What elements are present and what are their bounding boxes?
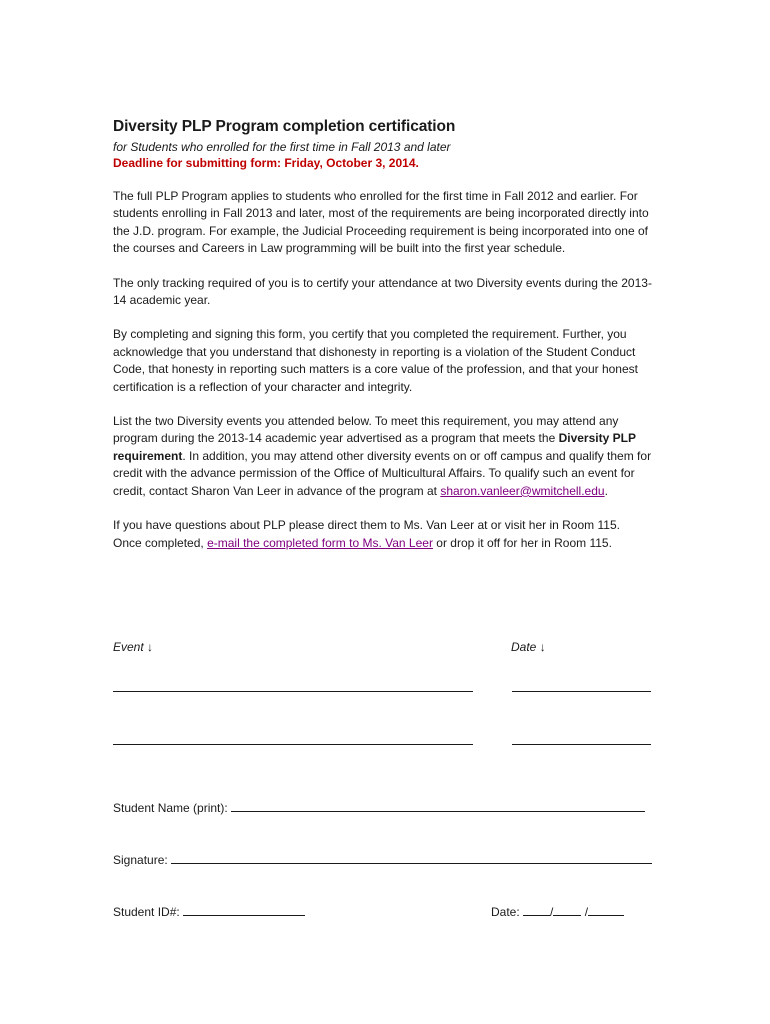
paragraph-questions — [113, 517, 658, 552]
paragraph-program-scope: The full PLP Program applies to students who enrolled for the first time in Fall 2012 and earlier. For students enrolling in Fall 2013 and later, most of the requirements are being incorporated directly into the J.D. program. For example, the Judicial Proceeding requirement is being incorporated into one of the courses and Careers in Law programming will be built into the first year schedule. — [113, 189, 649, 256]
date-label: Date: — [491, 905, 520, 919]
deadline-notice: Deadline for submitting form: Friday, October 3, 2014. — [113, 156, 419, 170]
student-name-label: Student Name (print): — [113, 801, 228, 815]
student-id-label: Student ID#: — [113, 905, 180, 919]
paragraph-event-instructions-end: . — [604, 483, 608, 498]
student-id-field[interactable] — [183, 903, 305, 916]
submit-instructions-pre: Once completed, — [113, 535, 208, 550]
arrow-down-icon: ↓ — [147, 640, 154, 654]
paragraph-event-instructions-text-1: List the two Diversity events you attended below. To meet this requirement, you may attend any program during the 2013-14 academic year advertised as a program that meets the — [113, 414, 619, 446]
paragraph-tracking: The only tracking required of you is to certify your attendance at two Diversity events during the 2013-14 academic year. — [113, 275, 652, 308]
date-separator: / — [550, 905, 554, 919]
signature-label: Signature: — [113, 853, 168, 867]
email-link[interactable]: sharon.vanleer@wmitchell.edu — [440, 483, 605, 498]
arrow-down-icon: ↓ — [539, 640, 546, 654]
date-2-field[interactable] — [512, 744, 651, 745]
date-1-field[interactable] — [512, 691, 651, 692]
event-1-field[interactable] — [113, 691, 473, 692]
paragraph-certification: By completing and signing this form, you certify that you completed the requirement. Further, you acknowledge that you understand that dishonesty in reporting is a violation of the Student Conduct Code, that honesty in reporting such matters is a core value of the profession, and that your honest certification is a reflection of your character and integrity. — [113, 327, 638, 394]
event-header-label: Event — [113, 640, 144, 654]
date-row — [491, 903, 624, 919]
date-header-label: Date — [511, 640, 537, 654]
subtitle: for Students who enrolled for the first time in Fall 2013 and later — [113, 140, 451, 154]
email-form-link[interactable]: e-mail the completed form to Ms. Van Leer — [207, 535, 433, 550]
student-id-row — [113, 903, 305, 919]
questions-line: If you have questions about PLP please direct them to Ms. Van Leer at or visit her in Room 115. — [113, 518, 620, 533]
document-body — [113, 117, 658, 552]
diversity-plp-requirement-bold: Diversity PLP requirement — [113, 431, 636, 463]
date-year-field[interactable] — [588, 903, 624, 916]
paragraph-event-instructions-text-2: . In addition, you may attend other diversity events on or off campus and qualify them for credit with the advance permission of the Office of Multicultural Affairs. To qualify such an event for credit, contact Sharon Van Leer in advance of the program at — [113, 448, 652, 498]
signature-row — [113, 851, 652, 867]
date-month-field[interactable] — [523, 903, 550, 916]
date-column-header — [511, 640, 546, 654]
event-column-header — [113, 640, 153, 654]
date-day-field[interactable] — [553, 903, 581, 916]
student-name-field[interactable] — [231, 799, 645, 812]
event-2-field[interactable] — [113, 744, 473, 745]
signature-field[interactable] — [171, 851, 652, 864]
student-name-row — [113, 799, 645, 815]
paragraph-event-instructions — [113, 413, 658, 500]
date-separator: / — [584, 905, 589, 919]
submit-instructions-post: or drop it off for her in Room 115. — [432, 535, 612, 550]
page-title: Diversity PLP Program completion certification — [113, 118, 456, 135]
